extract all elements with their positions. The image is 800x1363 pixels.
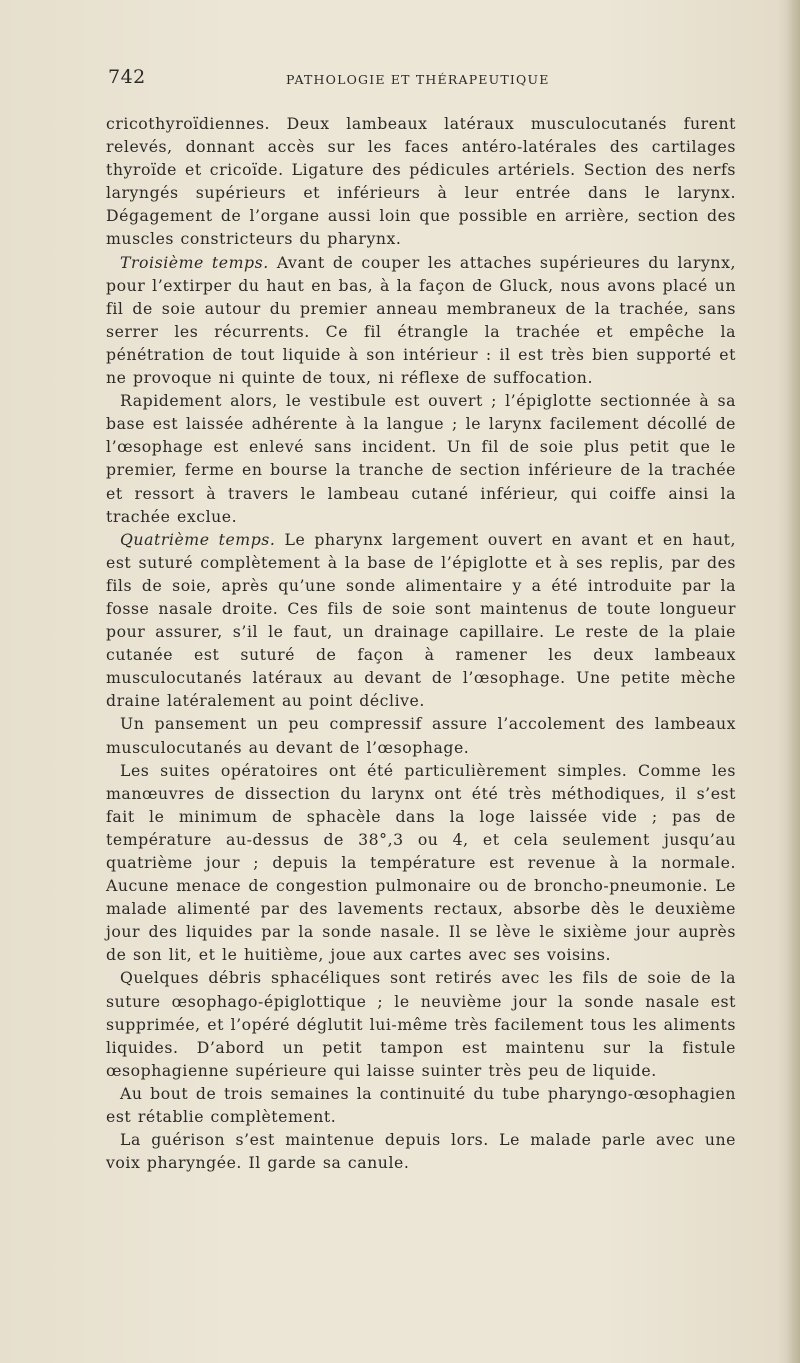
paragraph-text: La guérison s’est maintenue depuis lors. Le malade parle avec une voix pharyngée. Il garde sa canule. [106,1130,736,1173]
paragraph-text: Rapidement alors, le vestibule est ouvert ; l’épiglotte sectionnée à sa base est laissée adhérente à la langue ; le larynx facilement décollé de l’œsophage est enlevé sans incident. Un fil de soie plus petit que le premier, ferme en bourse la tranche de section inférieure de la trachée et ressort à travers le lambeau cutané inférieur, qui coiffe ainsi la trachée exclue. [106,391,736,526]
paragraph [106,759,736,967]
paragraph-text: Un pansement un peu compressif assure l’accolement des lambeaux musculocutanés au devant de l’œsophage. [106,714,736,757]
paragraph [106,528,736,713]
paragraph [106,1128,736,1174]
paragraph-text: cricothyroïdiennes. Deux lambeaux latéraux musculocutanés furent relevés, donnant accès sur les faces antéro-latérales des cartilages thyroïde et cricoïde. Ligature des pédicules artériels. Section des nerfs laryngés supérieurs et inférieurs à leur entrée dans le larynx. Dégagement de l’organe aussi loin que possible en arrière, section des muscles constricteurs du pharynx. [106,114,736,249]
paragraph [106,251,736,390]
page-header [108,66,738,96]
paragraph [106,389,736,528]
paragraph-text: Avant de couper les attaches supérieures du larynx, pour l’extirper du haut en bas, à la façon de Gluck, nous avons placé un fil de soie autour du premier anneau membraneux de la trachée, sans serrer les récurrents. Ce fil étrangle la trachée et empêche la pénétration de tout liquide à son intérieur : il est très bien supporté et ne provoque ni quinte de toux, ni réflexe de suffocation. [106,252,737,388]
section-lead: Quatrième temps. [120,529,276,549]
paragraph [106,1082,736,1128]
page-edge-shadow [786,0,800,1363]
section-lead: Troisième temps. [120,252,269,272]
paragraph-text: Le pharynx largement ouvert en avant et en haut, est suturé complètement à la base de l’épiglotte et à ses replis, par des fils de soie, après qu’une sonde alimentaire y a été introduite par la fosse nasale droite. Ces fils de soie sont maintenus de toute longueur pour assurer, s’il le faut, un drainage capillaire. Le reste de la plaie cutanée est suturé de façon à ramener les deux lambeaux musculocutanés latéraux au devant de l’œsophage. Une petite mèche draine latéralement au point déclive. [106,529,736,711]
paragraph-text: Au bout de trois semaines la continuité du tube pharyngo-œsophagien est rétablie complètement. [106,1083,736,1127]
page-number: 742 [108,66,146,88]
running-title: PATHOLOGIE ET THÉRAPEUTIQUE [286,72,550,87]
body-text [106,112,736,1174]
paragraph [106,966,736,1081]
paragraph [106,712,736,758]
paragraph-text: Quelques débris sphacéliques sont retirés avec les fils de soie de la suture œsophago-épiglottique ; le neuvième jour la sonde nasale est supprimée, et l’opéré déglutit lui-même très facilement tous les aliments liquides. D’abord un petit tampon est maintenu sur la fistule œsophagienne supérieure qui laisse suinter très peu de liquide. [106,968,736,1080]
paragraph [106,112,736,251]
paragraph-text: Les suites opératoires ont été particulièrement simples. Comme les manœuvres de dissection du larynx ont été très méthodiques, il s’est fait le minimum de sphacèle dans la loge laissée vide ; pas de température au-dessus de 38°,3 ou 4, et cela seulement jusqu’au quatrième jour ; depuis la température est revenue à la normale. Aucune menace de congestion pulmonaire ou de broncho-pneumonie. Le malade alimenté par des lavements rectaux, absorbe dès le deuxième jour des liquides par la sonde nasale. Il se lève le sixième jour auprès de son lit, et le huitième, joue aux cartes avec ses voisins. [106,760,736,965]
